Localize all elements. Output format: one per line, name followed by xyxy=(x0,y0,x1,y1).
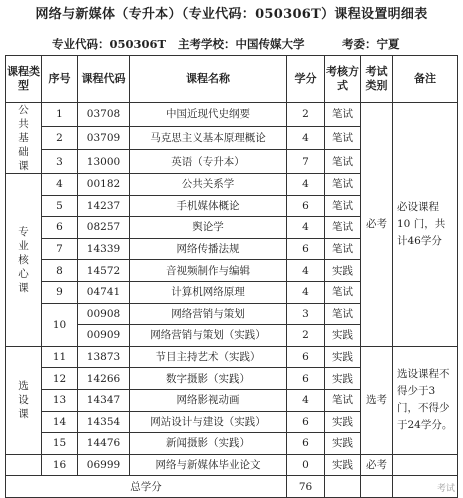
cell-name: 网络传播法规 xyxy=(130,238,287,260)
cell-credit: 0 xyxy=(287,454,325,476)
cell-method: 笔试 xyxy=(325,303,361,325)
cell-name: 节目主持艺术（实践） xyxy=(130,346,287,368)
cell-credit: 4 xyxy=(287,126,325,150)
header-type: 课程类型 xyxy=(6,56,42,103)
cell-no: 13 xyxy=(42,389,78,411)
cell-credit: 4 xyxy=(287,217,325,239)
cell-code: 14266 xyxy=(78,368,130,390)
category-final-required: 必考 xyxy=(361,454,393,476)
cell-credit: 6 xyxy=(287,346,325,368)
cell-method: 笔试 xyxy=(325,217,361,239)
cell-code: 04741 xyxy=(78,281,130,303)
cell-name: 音视频制作与编辑 xyxy=(130,260,287,282)
cell-code: 00908 xyxy=(78,303,130,325)
cell-no: 5 xyxy=(42,195,78,217)
cell-method: 实践 xyxy=(325,454,361,476)
cell-method: 笔试 xyxy=(325,126,361,150)
cell-credit: 2 xyxy=(287,103,325,127)
header-category: 考试类别 xyxy=(361,56,393,103)
cell-no: 14 xyxy=(42,411,78,433)
page-title: 网络与新媒体（专升本）（专业代码：050306T）课程设置明细表 xyxy=(35,7,428,22)
cell-name: 数字摄影（实践） xyxy=(130,368,287,390)
cell-name: 公共关系学 xyxy=(130,174,287,196)
cell-name: 网站设计与建设（实践） xyxy=(130,411,287,433)
header-name: 课程名称 xyxy=(130,56,287,103)
cell-method: 实践 xyxy=(325,411,361,433)
header-method: 考核方式 xyxy=(325,56,361,103)
committee: 考委：宁夏 xyxy=(342,37,400,51)
total-credit: 76 xyxy=(287,476,325,498)
cell-method: 实践 xyxy=(325,433,361,455)
cell-method: 笔试 xyxy=(325,174,361,196)
cell-credit: 2 xyxy=(287,325,325,347)
course-table xyxy=(5,55,458,498)
cell-code: 14476 xyxy=(78,433,130,455)
cell-credit: 4 xyxy=(287,281,325,303)
category-elective: 选考 xyxy=(361,346,393,454)
cell-no: 3 xyxy=(42,150,78,174)
table-row xyxy=(6,103,458,127)
cell-no: 2 xyxy=(42,126,78,150)
cell-credit: 6 xyxy=(287,433,325,455)
cell-no: 1 xyxy=(42,103,78,127)
header-no: 序号 xyxy=(42,56,78,103)
table-row xyxy=(6,346,458,368)
header-credit: 学分 xyxy=(287,56,325,103)
cell-name: 网络与新媒体毕业论文 xyxy=(130,454,287,476)
cell-method: 实践 xyxy=(325,325,361,347)
cell-no: 8 xyxy=(42,260,78,282)
cell-no: 12 xyxy=(42,368,78,390)
cell-credit: 6 xyxy=(287,368,325,390)
cell-method: 实践 xyxy=(325,260,361,282)
cell-name: 中国近现代史纲要 xyxy=(130,103,287,127)
cell-credit: 6 xyxy=(287,195,325,217)
cell-code: 03708 xyxy=(78,103,130,127)
cell-credit: 4 xyxy=(287,174,325,196)
cell-no: 16 xyxy=(42,454,78,476)
group-public: 公 共 基 础 课 xyxy=(6,103,42,174)
cell-code: 00182 xyxy=(78,174,130,196)
cell-method: 笔试 xyxy=(325,150,361,174)
cell-method: 笔试 xyxy=(325,389,361,411)
total-label: 总学分 xyxy=(6,476,287,498)
note-required: 必设课程 10 门，共计46学分 xyxy=(393,103,458,347)
cell-method: 实践 xyxy=(325,368,361,390)
cell-method: 笔试 xyxy=(325,238,361,260)
cell-no: 15 xyxy=(42,433,78,455)
cell-name: 网络营销与策划 xyxy=(130,303,287,325)
cell-no: 11 xyxy=(42,346,78,368)
cell-code: 00909 xyxy=(78,325,130,347)
watermark-text: 考试 xyxy=(436,484,455,494)
cell-code: 13000 xyxy=(78,150,130,174)
host-school: 主考学校：中国传媒大学 xyxy=(178,37,305,51)
cell-code: 14354 xyxy=(78,411,130,433)
cell-name: 网络影视动画 xyxy=(130,389,287,411)
cell-code: 03709 xyxy=(78,126,130,150)
cell-no: 9 xyxy=(42,281,78,303)
cell-empty-type xyxy=(6,454,42,476)
header-row xyxy=(6,56,458,103)
total-row xyxy=(6,476,458,498)
cell-no: 10 xyxy=(42,303,78,346)
cell-empty-note xyxy=(393,454,458,476)
cell-credit: 4 xyxy=(287,389,325,411)
cell-method: 笔试 xyxy=(325,281,361,303)
cell-name: 网络营销与策划（实践） xyxy=(130,325,287,347)
cell-code: 13873 xyxy=(78,346,130,368)
cell-credit: 6 xyxy=(287,411,325,433)
cell-method: 实践 xyxy=(325,346,361,368)
cell-no: 4 xyxy=(42,174,78,196)
cell-name: 手机媒体概论 xyxy=(130,195,287,217)
group-core: 专 业 核 心 课 xyxy=(6,174,42,347)
cell-no: 6 xyxy=(42,217,78,239)
cell-no: 7 xyxy=(42,238,78,260)
cell-empty-category xyxy=(361,476,393,498)
major-code: 专业代码：050306T xyxy=(52,37,167,51)
cell-credit: 3 xyxy=(287,303,325,325)
cell-method: 笔试 xyxy=(325,195,361,217)
group-elective: 选 设 课 xyxy=(6,346,42,454)
cell-code: 08257 xyxy=(78,217,130,239)
cell-credit: 6 xyxy=(287,238,325,260)
cell-credit: 7 xyxy=(287,150,325,174)
cell-empty-method xyxy=(325,476,361,498)
cell-name: 新闻摄影（实践） xyxy=(130,433,287,455)
cell-code: 06999 xyxy=(78,454,130,476)
cell-code: 14339 xyxy=(78,238,130,260)
cell-name: 计算机网络原理 xyxy=(130,281,287,303)
cell-name: 英语（专升本） xyxy=(130,150,287,174)
cell-code: 14572 xyxy=(78,260,130,282)
table-row xyxy=(6,454,458,476)
note-elective: 选设课程不得少于3门，不得少于24学分。 xyxy=(393,346,458,454)
cell-method: 笔试 xyxy=(325,103,361,127)
cell-credit: 4 xyxy=(287,260,325,282)
category-required: 必考 xyxy=(361,103,393,347)
cell-code: 14237 xyxy=(78,195,130,217)
header-note: 备注 xyxy=(393,56,458,103)
cell-name: 马克思主义基本原理概论 xyxy=(130,126,287,150)
cell-code: 14347 xyxy=(78,389,130,411)
header-code: 课程代码 xyxy=(78,56,130,103)
cell-name: 舆论学 xyxy=(130,217,287,239)
